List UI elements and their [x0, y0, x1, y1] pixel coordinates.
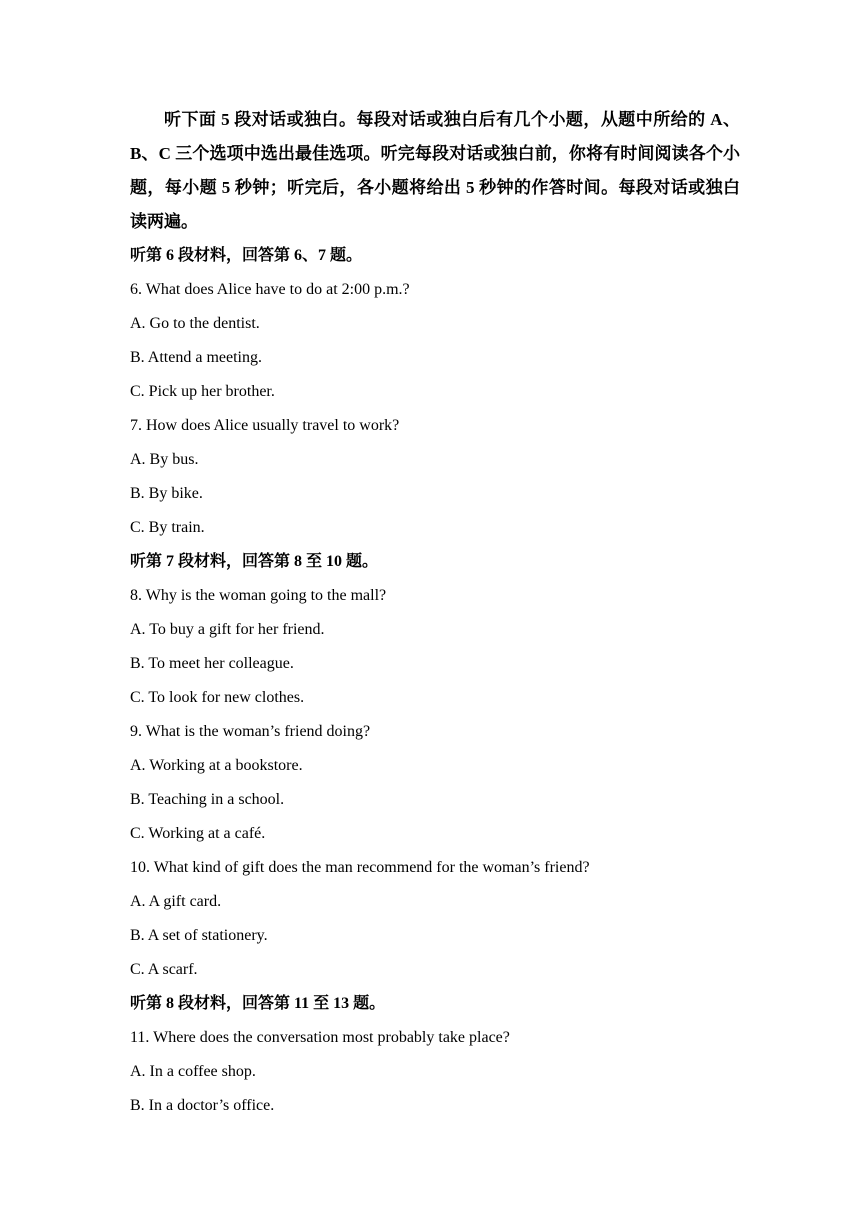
answer-option: C. To look for new clothes.: [130, 689, 305, 706]
section-heading: 听第 7 段材料，回答第 8 至 10 题。: [130, 553, 379, 570]
question-text: 9. What is the woman’s friend doing?: [130, 723, 371, 740]
answer-option: A. By bus.: [130, 451, 199, 468]
answer-option: A. A gift card.: [130, 893, 222, 910]
answer-option: A. Go to the dentist.: [130, 315, 260, 332]
question-text: 8. Why is the woman going to the mall?: [130, 587, 387, 604]
answer-option: A. In a coffee shop.: [130, 1063, 256, 1080]
answer-option: B. To meet her colleague.: [130, 655, 294, 672]
question-text: 7. How does Alice usually travel to work?: [130, 417, 400, 434]
question-text: 11. Where does the conversation most probably take place?: [130, 1029, 510, 1046]
answer-option: A. To buy a gift for her friend.: [130, 621, 325, 638]
answer-option: B. Attend a meeting.: [130, 349, 262, 366]
answer-option: C. By train.: [130, 519, 205, 536]
answer-option: B. Teaching in a school.: [130, 791, 285, 808]
question-text: 6. What does Alice have to do at 2:00 p.m.?: [130, 281, 410, 298]
answer-option: B. A set of stationery.: [130, 927, 268, 944]
answer-option: C. Working at a café.: [130, 825, 266, 842]
section-heading: 听第 6 段材料，回答第 6、7 题。: [130, 247, 363, 264]
answer-option: B. In a doctor’s office.: [130, 1097, 275, 1114]
answer-option: C. Pick up her brother.: [130, 383, 275, 400]
answer-option: C. A scarf.: [130, 961, 198, 978]
answer-option: A. Working at a bookstore.: [130, 757, 303, 774]
document-page: [130, 103, 740, 1123]
question-list: [130, 239, 740, 1123]
answer-option: B. By bike.: [130, 485, 203, 502]
section-heading: 听第 8 段材料，回答第 11 至 13 题。: [130, 995, 386, 1012]
instructions-paragraph: 听下面 5 段对话或独白。每段对话或独白后有几个小题，从题中所给的 A、B、C 三个选项中选出最佳选项。听完每段对话或独白前，你将有时间阅读各个小题，每小题 5 秒钟；听完后，各小题将给出 5 秒钟的作答时间。每段对话或独白读两遍。: [130, 110, 740, 231]
question-text: 10. What kind of gift does the man recommend for the woman’s friend?: [130, 859, 590, 876]
